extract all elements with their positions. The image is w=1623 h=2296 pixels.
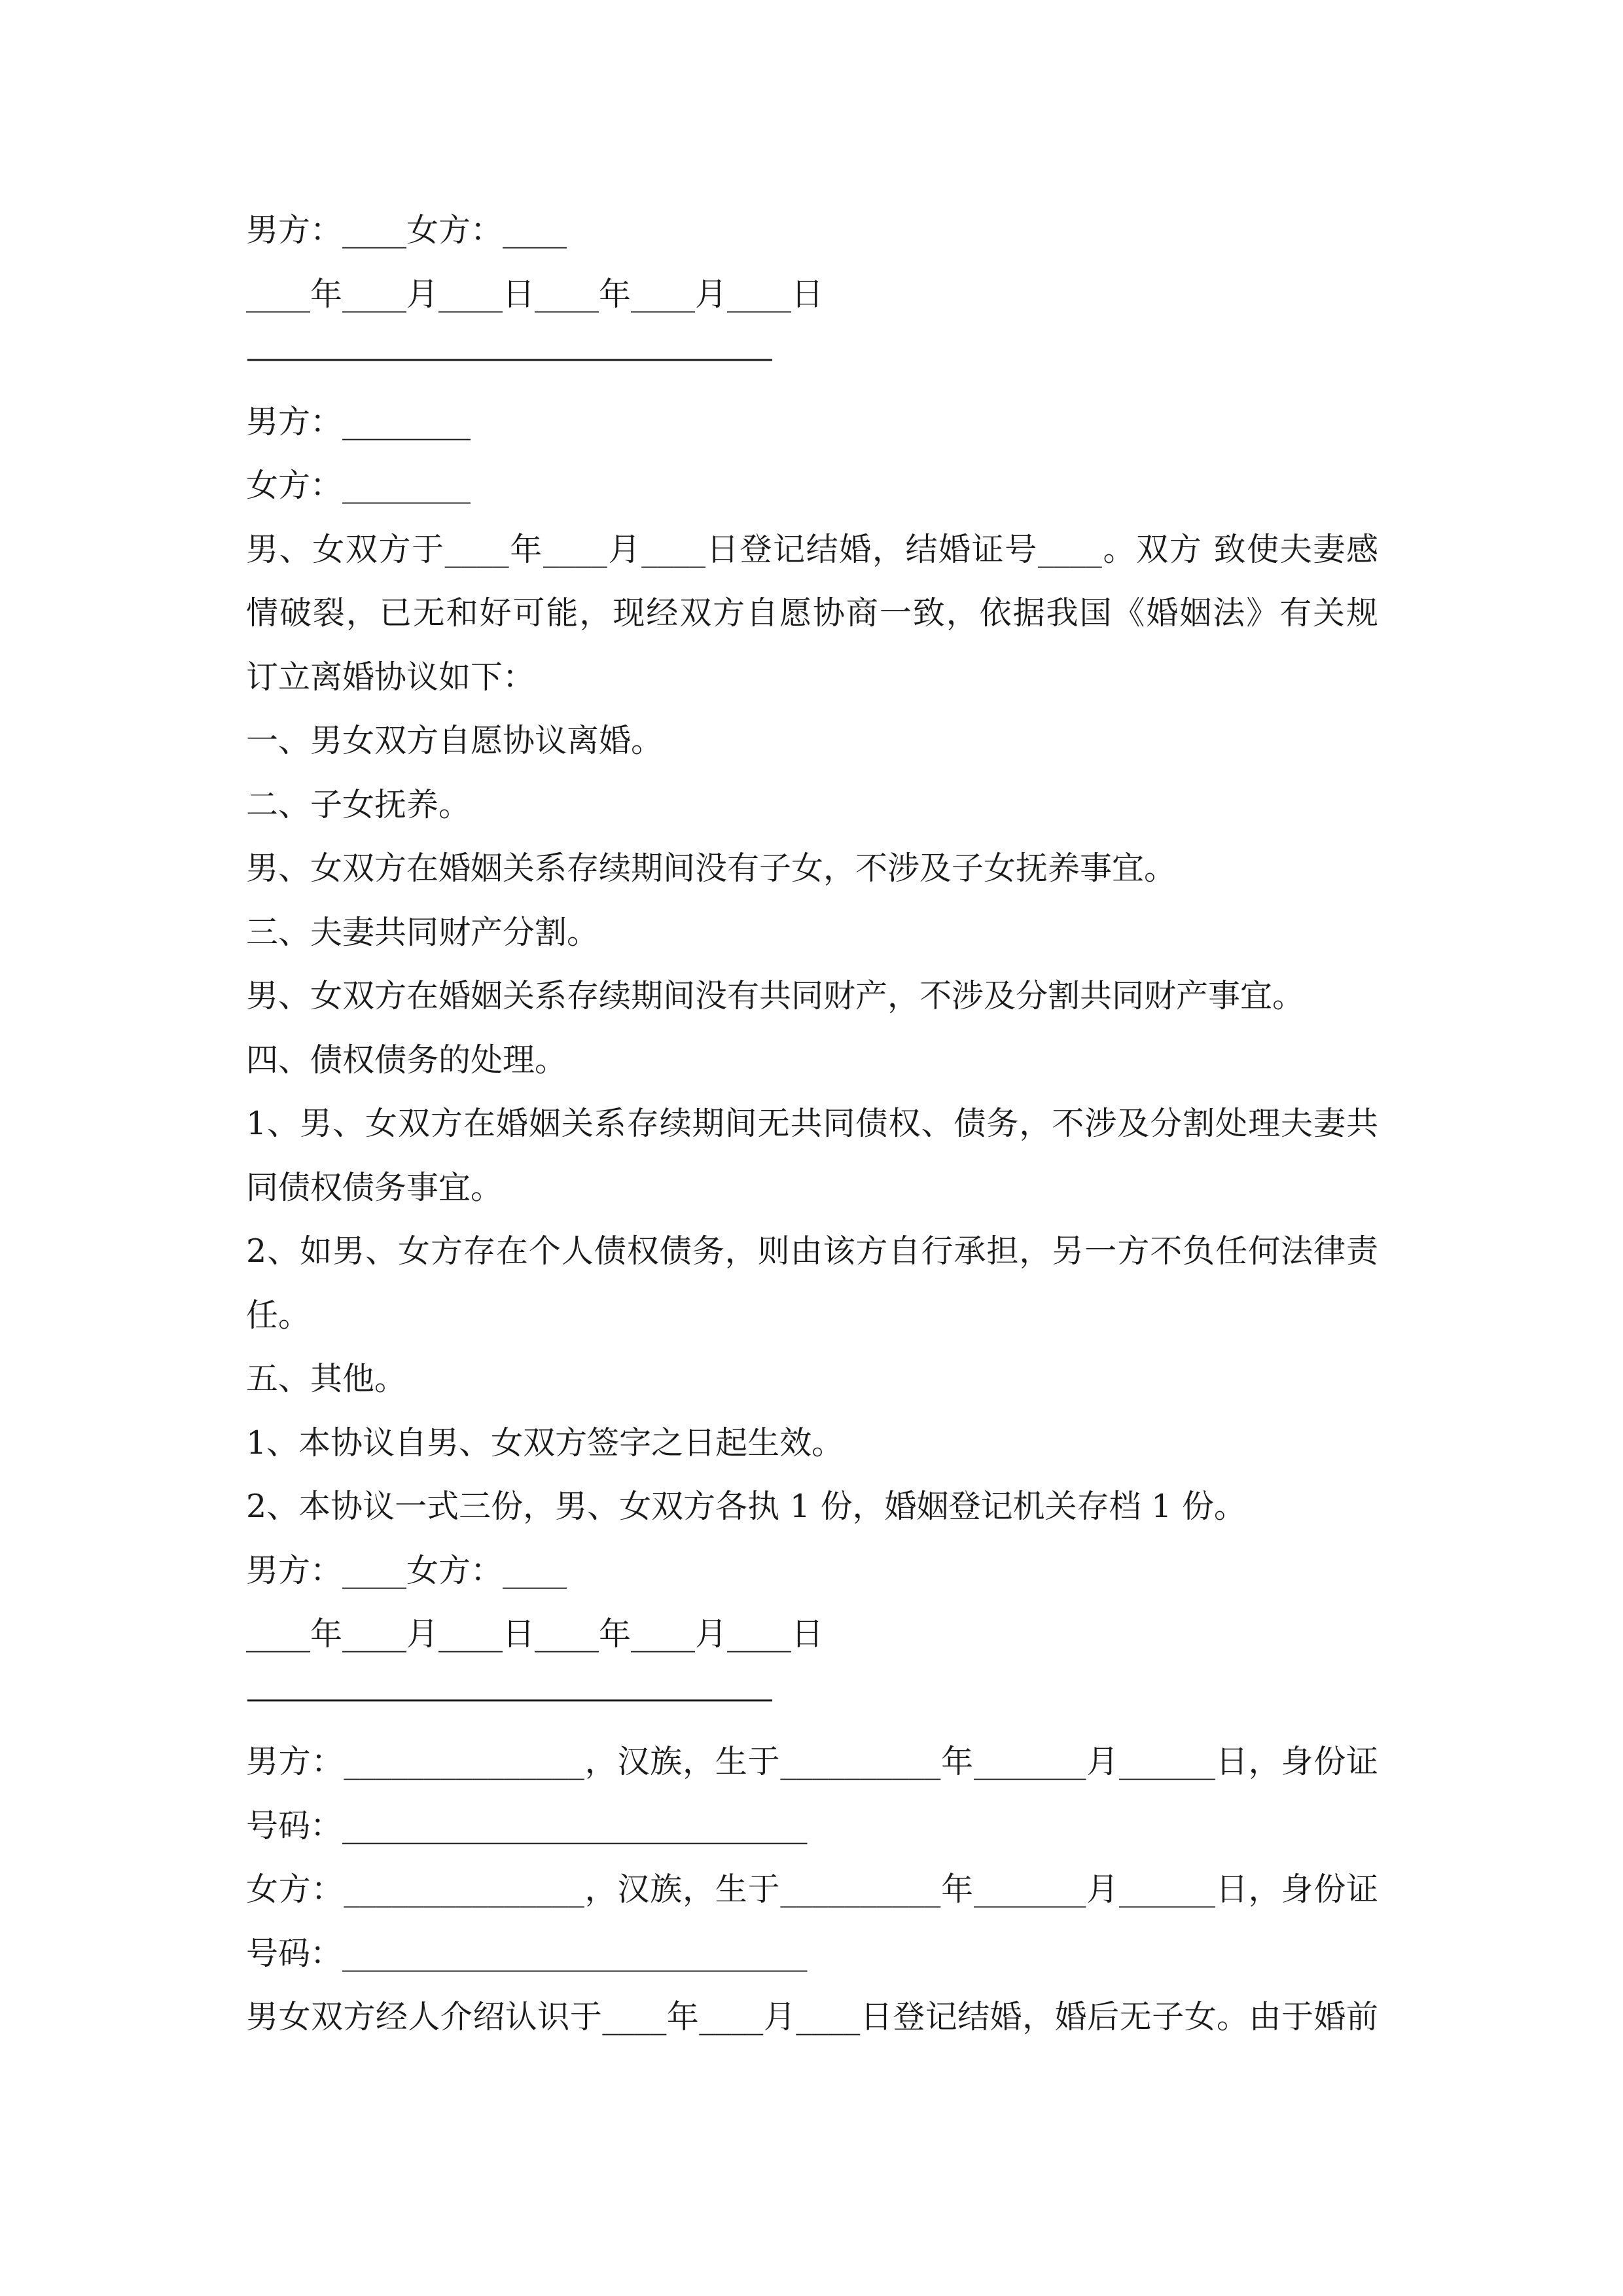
separator-line: ————————————————————: [246, 340, 770, 375]
text-line: 号码：_____________________________: [246, 1934, 808, 1972]
text-line: 五、其他。: [246, 1360, 407, 1397]
text-line: ____年____月____日____年____月____日: [246, 275, 823, 313]
text-line: ____年____月____日____年____月____日: [246, 1615, 823, 1653]
text-line: 同债权债务事宜。: [246, 1168, 503, 1206]
document-body: [246, 198, 1378, 2049]
text-line: 1、男、女双方在婚姻关系存续期间无共同债权、债务，不涉及分割处理夫妻共: [246, 1105, 1378, 1142]
text-line: 一、男女双方自愿协议离婚。: [246, 722, 664, 759]
text-line: 男方：____女方：____: [246, 1551, 567, 1589]
text-line: 号码：_____________________________: [246, 1806, 808, 1844]
text-line: 男方：_______________，汉族，生于__________年_______月______日，身份证: [246, 1743, 1378, 1780]
text-line: 男、女双方在婚姻关系存续期间没有子女，不涉及子女抚养事宜。: [246, 850, 1177, 887]
text-line: 男、女双方于____年____月____日登记结婚，结婚证号____。双方 致使夫妻感: [246, 530, 1378, 568]
text-line: 女方：________: [246, 467, 471, 504]
text-line: 订立离婚协议如下：: [246, 658, 535, 696]
text-line: 女方：_______________，汉族，生于__________年_______月______日，身份证: [246, 1871, 1378, 1908]
text-line: 2、本协议一式三份，男、女双方各执 1 份，婚姻登记机关存档 1 份。: [246, 1488, 1246, 1525]
text-line: 男、女双方在婚姻关系存续期间没有共同财产，不涉及分割共同财产事宜。: [246, 977, 1305, 1014]
text-line: 四、债权债务的处理。: [246, 1041, 567, 1079]
text-line: 二、子女抚养。: [246, 785, 471, 823]
text-line: 男方：____女方：____: [246, 211, 567, 249]
separator-line: ————————————————————: [246, 1679, 770, 1715]
text-line: 情破裂，已无和好可能，现经双方自愿协商一致，依据我国《婚姻法》有关规: [246, 594, 1378, 632]
text-line: 2、如男、女方存在个人债权债务，则由该方自行承担，另一方不负任何法律责: [246, 1232, 1378, 1270]
text-line: 1、本协议自男、女双方签字之日起生效。: [246, 1424, 844, 1462]
text-line: 三、夫妻共同财产分割。: [246, 913, 599, 951]
text-line: 男方：________: [246, 403, 471, 440]
text-line: 男女双方经人介绍认识于____年____月____日登记结婚，婚后无子女。由于婚前: [246, 1998, 1378, 2036]
text-line: 任。: [246, 1296, 311, 1334]
